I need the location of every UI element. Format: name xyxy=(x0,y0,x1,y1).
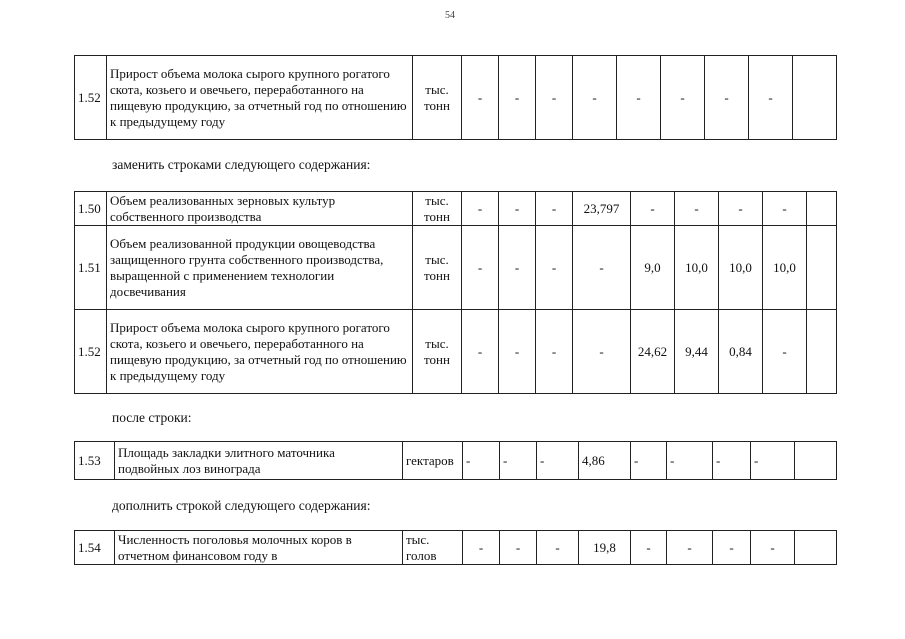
row-value: 10,0 xyxy=(675,226,719,310)
row-value: 23,797 xyxy=(573,192,631,226)
row-value: 10,0 xyxy=(719,226,763,310)
row-value: - xyxy=(500,531,537,565)
row-number: 1.50 xyxy=(75,192,107,226)
row-value: - xyxy=(536,192,573,226)
row-value: - xyxy=(499,56,536,140)
row-value: - xyxy=(536,56,573,140)
row-value: 10,0 xyxy=(763,226,807,310)
row-value: - xyxy=(573,226,631,310)
table-row xyxy=(75,531,837,565)
row-value xyxy=(807,310,837,394)
row-value: - xyxy=(667,531,713,565)
row-value: - xyxy=(573,310,631,394)
row-number: 1.53 xyxy=(75,442,115,480)
table-row xyxy=(75,56,837,140)
row-value: - xyxy=(536,310,573,394)
instruction-text: заменить строками следующего содержания: xyxy=(112,157,371,172)
row-indicator-name: Численность поголовья молочных коров в отчетном финансовом году в xyxy=(115,531,403,565)
row-indicator-name: Объем реализованной продукции овощеводства защищенного грунта собственного производства, выращенной с применением технологии досвечивания xyxy=(107,226,413,310)
row-unit: тыс. тонн xyxy=(413,56,462,140)
row-unit: тыс. тонн xyxy=(413,310,462,394)
row-value: - xyxy=(631,442,667,480)
row-value: - xyxy=(763,310,807,394)
row-value: - xyxy=(713,531,751,565)
row-value: - xyxy=(617,56,661,140)
table-row xyxy=(75,442,837,480)
row-value: 9,44 xyxy=(675,310,719,394)
row-value: 9,0 xyxy=(631,226,675,310)
row-value: - xyxy=(667,442,713,480)
row-value: - xyxy=(661,56,705,140)
row-value xyxy=(807,226,837,310)
row-value: - xyxy=(719,192,763,226)
row-value: - xyxy=(631,192,675,226)
row-value: 19,8 xyxy=(579,531,631,565)
table-original-row xyxy=(74,55,837,140)
instruction-text: после строки: xyxy=(112,410,192,425)
table-added-row xyxy=(74,530,837,565)
row-value: - xyxy=(537,442,579,480)
row-value xyxy=(795,531,837,565)
table-after-row xyxy=(74,441,837,480)
row-unit: тыс. тонн xyxy=(413,192,462,226)
row-value: - xyxy=(499,192,536,226)
table-row xyxy=(75,226,837,310)
row-value: - xyxy=(537,531,579,565)
row-number: 1.52 xyxy=(75,310,107,394)
row-indicator-name: Объем реализованных зерновых культур собственного производства xyxy=(107,192,413,226)
page-number: 54 xyxy=(445,10,455,21)
row-value: - xyxy=(705,56,749,140)
row-value: - xyxy=(763,192,807,226)
row-value: - xyxy=(499,226,536,310)
row-indicator-name: Площадь закладки элитного маточника подвойных лоз винограда xyxy=(115,442,403,480)
row-value: - xyxy=(462,310,499,394)
row-value: 0,84 xyxy=(719,310,763,394)
row-value: - xyxy=(462,56,499,140)
row-value: - xyxy=(463,442,500,480)
row-indicator-name: Прирост объема молока сырого крупного рогатого скота, козьего и овечьего, переработанного на пищевую продукцию, за отчетный год по отношению к предыдущему году xyxy=(107,310,413,394)
row-unit: тыс. тонн xyxy=(413,226,462,310)
row-number: 1.52 xyxy=(75,56,107,140)
row-value: - xyxy=(462,226,499,310)
row-value: - xyxy=(499,310,536,394)
row-value: 24,62 xyxy=(631,310,675,394)
row-value xyxy=(807,192,837,226)
row-value: - xyxy=(573,56,617,140)
row-number: 1.54 xyxy=(75,531,115,565)
row-value: - xyxy=(631,531,667,565)
row-value: - xyxy=(751,531,795,565)
row-value: - xyxy=(713,442,751,480)
table-row xyxy=(75,192,837,226)
row-value: - xyxy=(462,192,499,226)
row-indicator-name: Прирост объема молока сырого крупного рогатого скота, козьего и овечьего, переработанного на пищевую продукцию, за отчетный год по отношению к предыдущему году xyxy=(107,56,413,140)
row-value: - xyxy=(500,442,537,480)
row-value: - xyxy=(749,56,793,140)
row-unit: тыс. голов xyxy=(403,531,463,565)
row-value: - xyxy=(751,442,795,480)
row-value: - xyxy=(463,531,500,565)
row-value xyxy=(793,56,837,140)
row-value: - xyxy=(675,192,719,226)
row-unit: гектаров xyxy=(403,442,463,480)
row-number: 1.51 xyxy=(75,226,107,310)
table-replacement-rows xyxy=(74,191,837,394)
table-row xyxy=(75,310,837,394)
row-value: 4,86 xyxy=(579,442,631,480)
row-value: - xyxy=(536,226,573,310)
instruction-text: дополнить строкой следующего содержания: xyxy=(112,498,371,513)
row-value xyxy=(795,442,837,480)
